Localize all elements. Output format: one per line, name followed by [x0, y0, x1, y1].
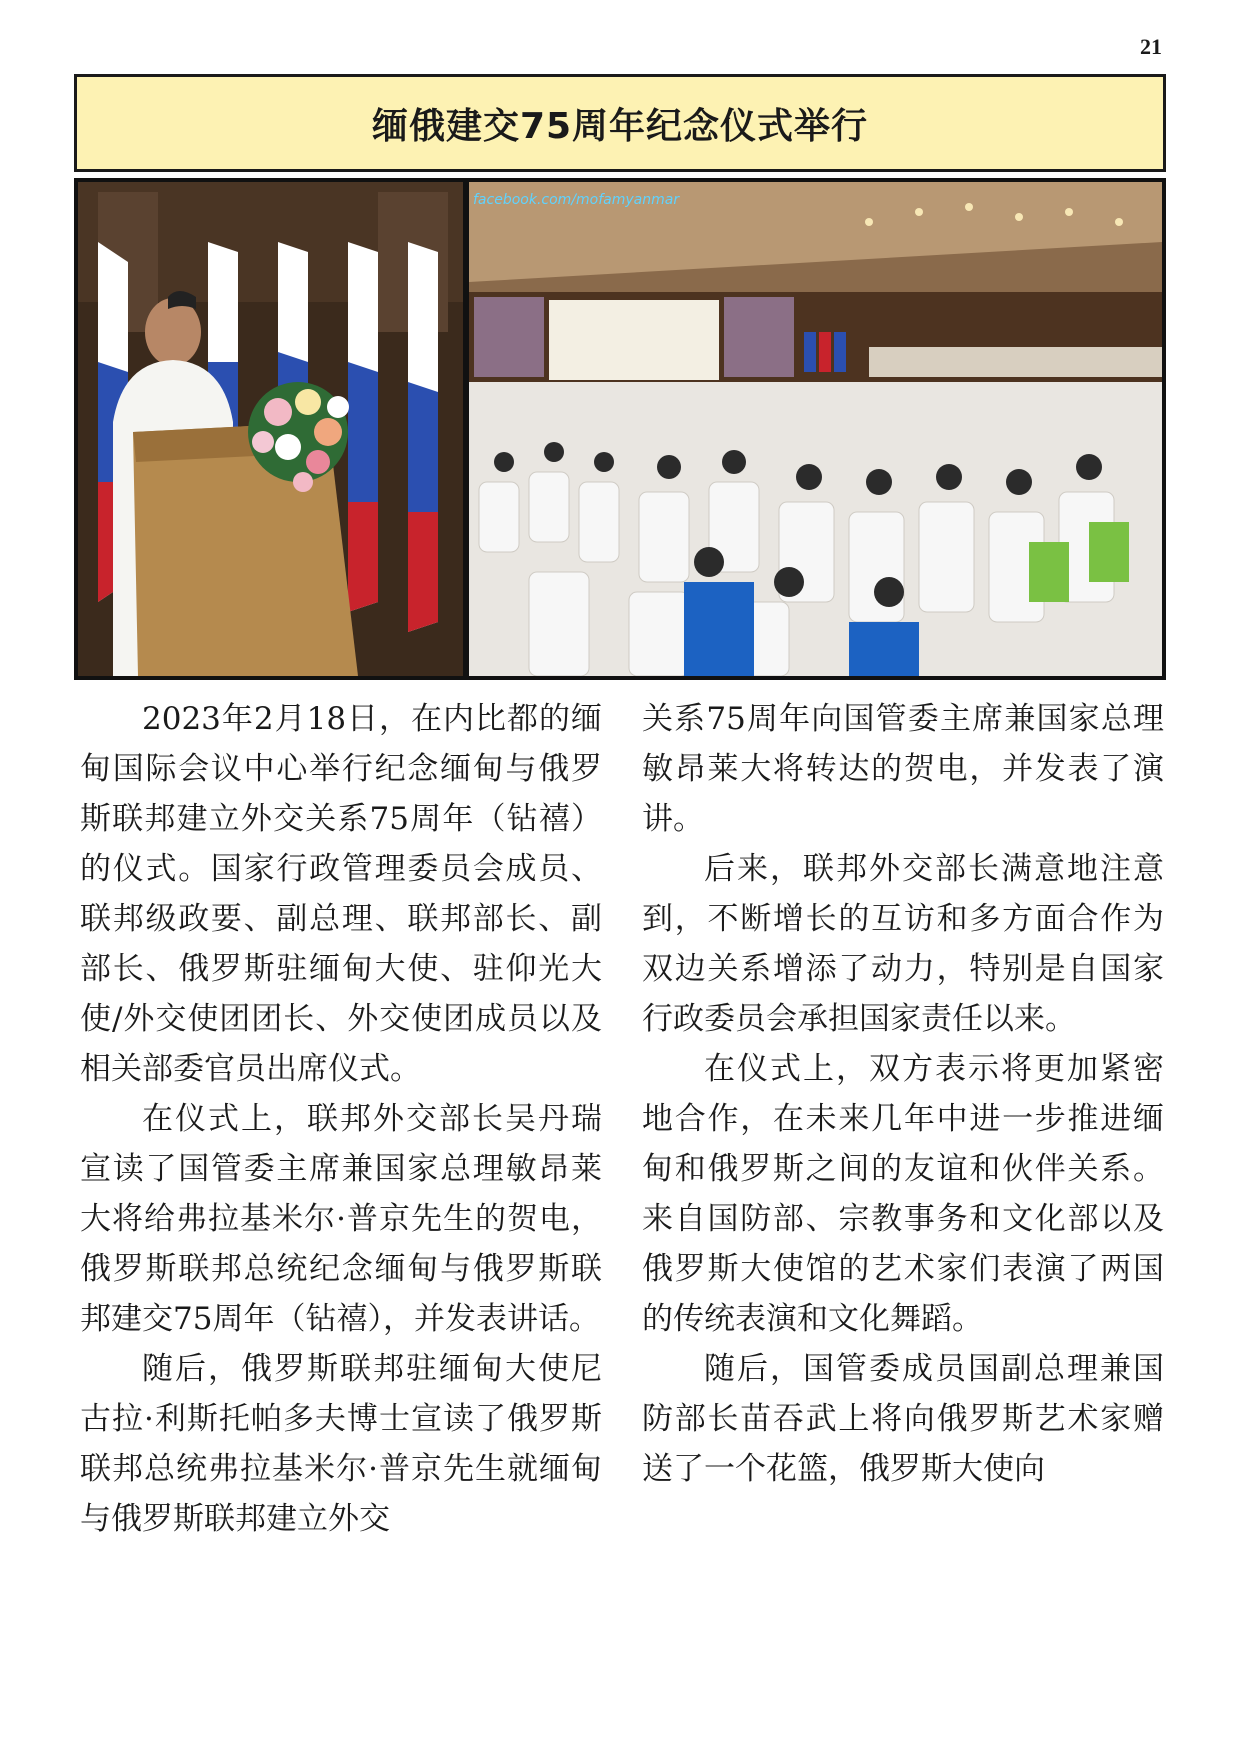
paragraph: 随后，俄罗斯联邦驻缅甸大使尼古拉·利斯托帕多夫博士宣读了俄罗斯联邦总统弗拉基米尔·普京先生就缅甸与俄罗斯联邦建立外交: [80, 1351, 602, 1537]
article-title-box: [74, 74, 1166, 172]
speaker-at-podium-photo: [78, 182, 463, 676]
page-number: 21: [1140, 34, 1162, 59]
article-title: 缅俄建交75周年纪念仪式举行: [371, 105, 869, 147]
left-column: [80, 694, 602, 1544]
paragraph: 随后，国管委成员国副总理兼国防部长苗吞武上将向俄罗斯艺术家赠送了一个花篮，俄罗斯大使向: [642, 1351, 1164, 1487]
auditorium-audience-photo: [469, 182, 1162, 676]
paragraph: 2023年2月18日，在内比都的缅甸国际会议中心举行纪念缅甸与俄罗斯联邦建立外交关系75周年（钻禧）的仪式。国家行政管理委员会成员、联邦级政要、副总理、联邦部长、副部长、俄罗斯驻缅甸大使、驻仰光大使/外交使团团长、外交使团成员以及相关部委官员出席仪式。: [80, 701, 602, 1087]
paragraph: 在仪式上，联邦外交部长吴丹瑞宣读了国管委主席兼国家总理敏昂莱大将给弗拉基米尔·普京先生的贺电，俄罗斯联邦总统纪念缅甸与俄罗斯联邦建交75周年（钻禧），并发表讲话。: [80, 1101, 602, 1337]
photo-watermark: facebook.com/mofamyanmar: [473, 192, 680, 208]
photo-frame: [74, 178, 1166, 680]
paragraph: 在仪式上，双方表示将更加紧密地合作，在未来几年中进一步推进缅甸和俄罗斯之间的友谊和伙伴关系。来自国防部、宗教事务和文化部以及俄罗斯大使馆的艺术家们表演了两国的传统表演和文化舞蹈。: [642, 1051, 1164, 1337]
paragraph-continuation: 关系75周年向国管委主席兼国家总理敏昂莱大将转达的贺电，并发表了演讲。: [642, 701, 1164, 837]
right-column: [642, 694, 1164, 1494]
paragraph: 后来，联邦外交部长满意地注意到，不断增长的互访和多方面合作为双边关系增添了动力，特别是自国家行政委员会承担国家责任以来。: [642, 851, 1164, 1037]
